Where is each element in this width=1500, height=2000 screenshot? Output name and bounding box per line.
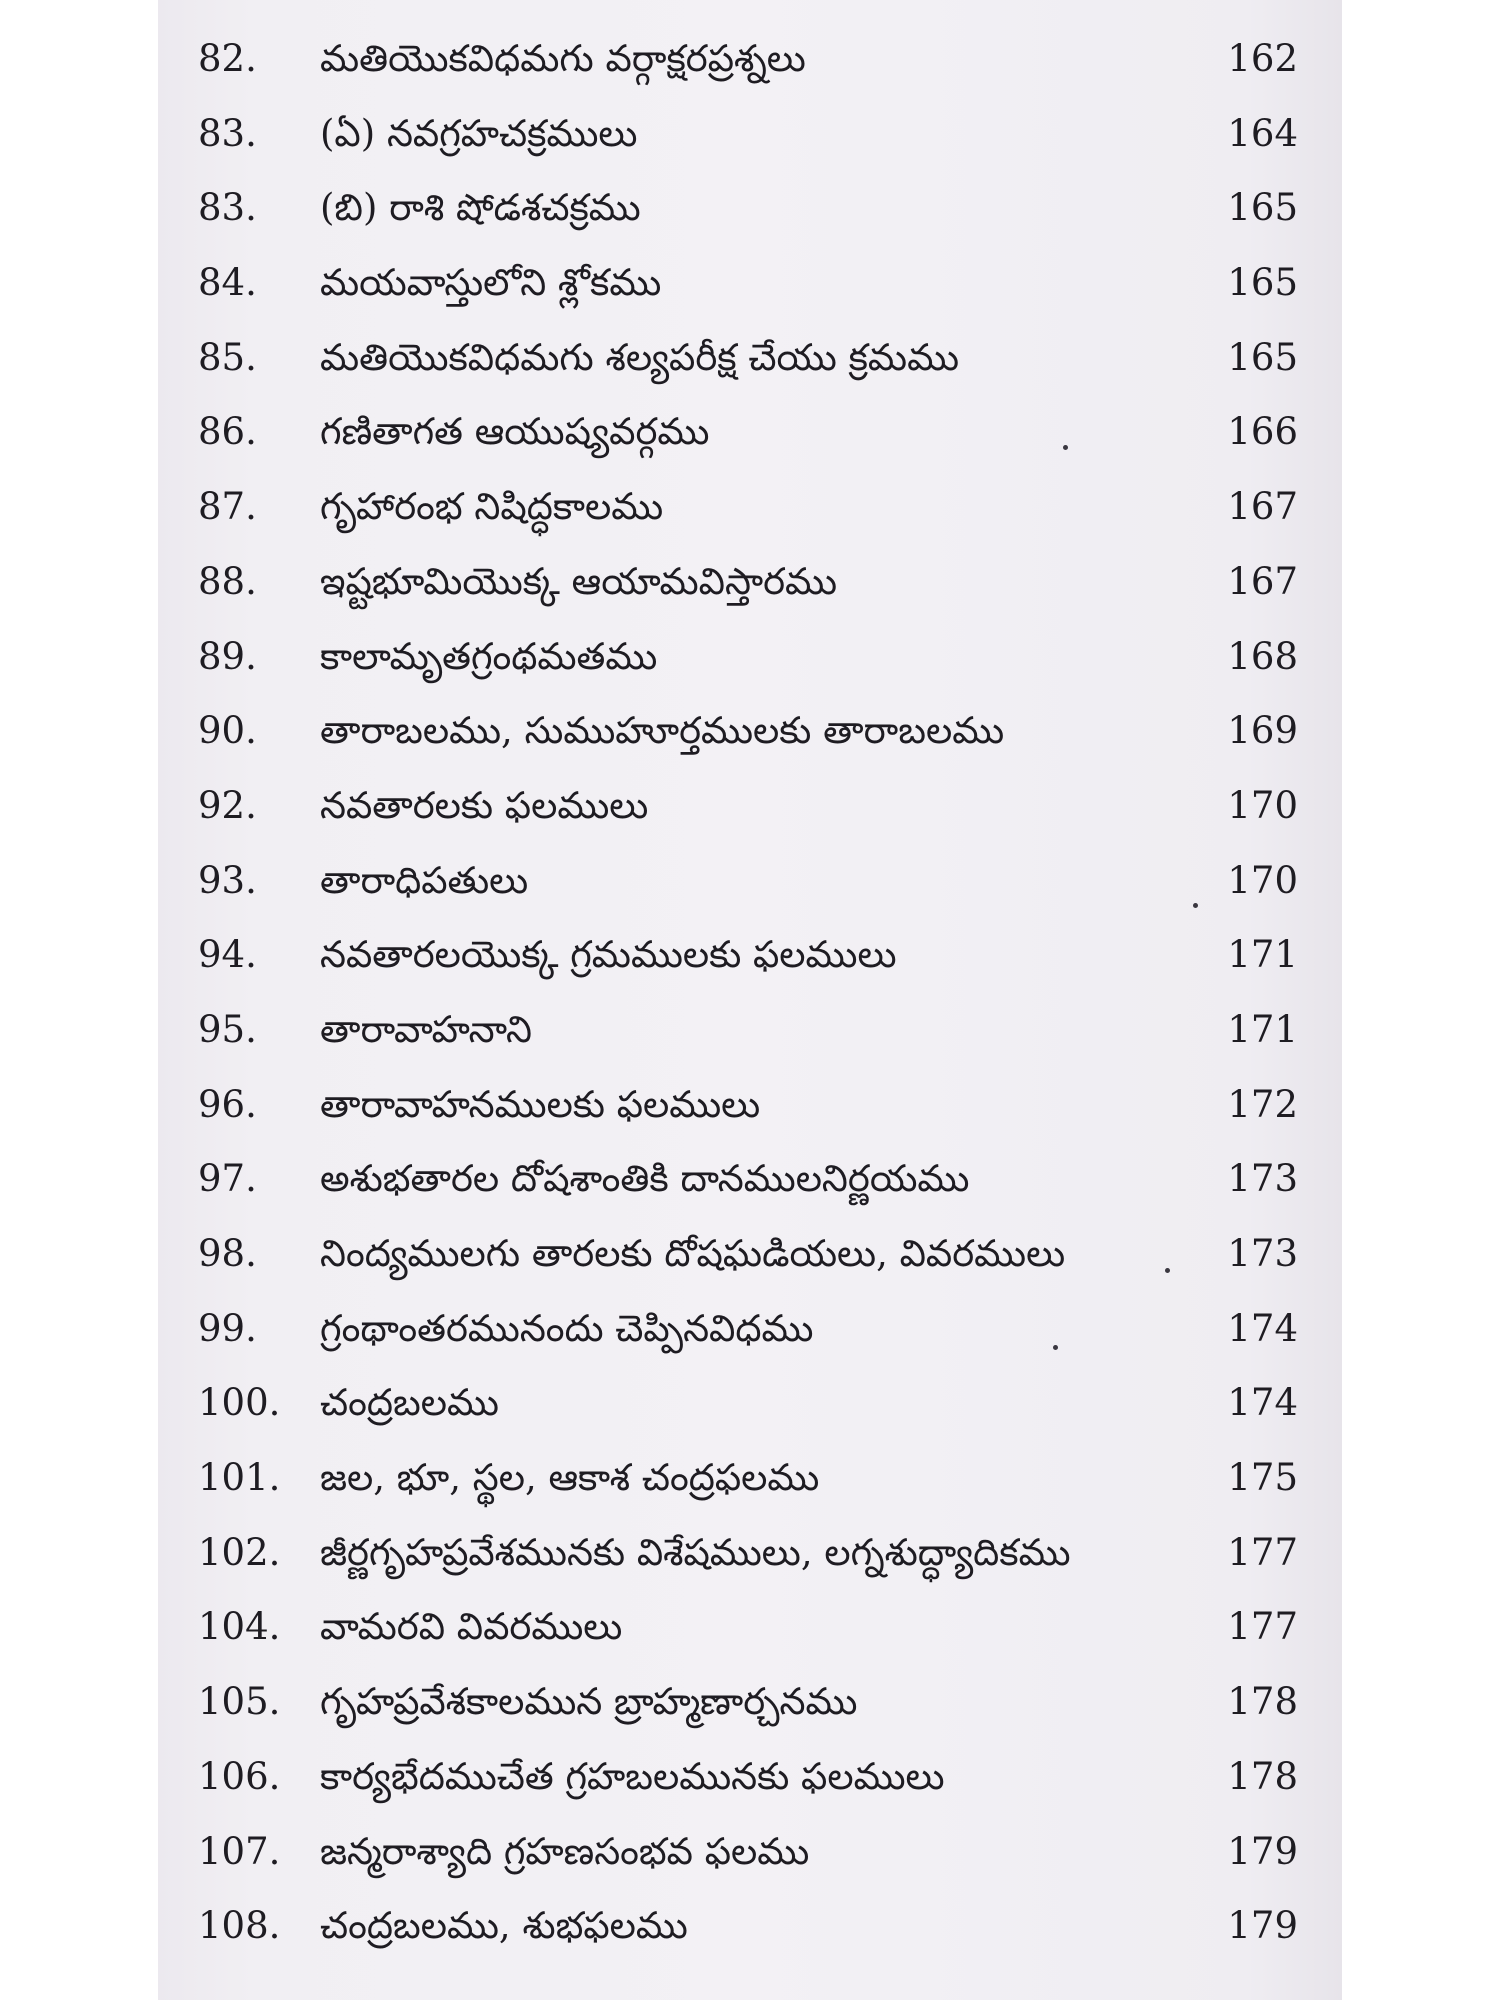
entry-number: 84. (198, 261, 257, 305)
entry-page: 179 (1227, 1829, 1298, 1873)
entry-number: 106. (198, 1754, 281, 1798)
entry-number: 83. (198, 111, 257, 155)
toc-entry (198, 1366, 1338, 1441)
toc-entry (198, 22, 1338, 97)
book-page (158, 0, 1342, 2000)
toc-entry (198, 844, 1338, 919)
entry-title: కాలామృతగ్రంథమతము (320, 634, 658, 678)
entry-title: జల, భూ, స్థల, ఆకాశ చంద్రఫలము (320, 1456, 820, 1500)
entry-number: 87. (198, 485, 257, 529)
entry-number: 85. (198, 335, 257, 379)
toc-entry (198, 1665, 1338, 1740)
toc-entry (198, 1590, 1338, 1665)
entry-number: 97. (198, 1157, 257, 1201)
entry-title: తారాధిపతులు (320, 858, 529, 902)
toc-entry (198, 1068, 1338, 1143)
entry-title: జన్మరాశ్యాది గ్రహణసంభవ ఫలము (320, 1829, 810, 1873)
entry-title: జీర్ణగృహప్రవేశమునకు విశేషములు, లగ్నశుద్ధ్యాదికము (320, 1530, 1071, 1574)
entry-page: 178 (1227, 1754, 1298, 1798)
toc-entry (198, 993, 1338, 1068)
entry-number: 99. (198, 1306, 257, 1350)
toc-entry (198, 620, 1338, 695)
entry-page: 174 (1227, 1306, 1298, 1350)
entry-title: చంద్రబలము, శుభఫలము (320, 1904, 688, 1948)
toc-entry (198, 694, 1338, 769)
toc-entry (198, 1142, 1338, 1217)
entry-page: 169 (1227, 709, 1298, 753)
entry-title: గ్రంథాంతరమునందు చెప్పినవిధము (320, 1306, 814, 1350)
entry-page: 172 (1227, 1082, 1298, 1126)
entry-page: 166 (1227, 410, 1298, 454)
entry-number: 82. (198, 37, 257, 80)
entry-title: నింద్యములగు తారలకు దోషఘడియలు, వివరములు (320, 1232, 1066, 1275)
toc-entry (198, 769, 1338, 844)
toc-entry (198, 470, 1338, 545)
entry-number: 95. (198, 1007, 257, 1051)
entry-number: 89. (198, 634, 257, 678)
entry-number: 102. (198, 1530, 281, 1574)
entry-page: 167 (1227, 485, 1298, 529)
entry-page: 164 (1227, 111, 1298, 155)
entry-number: 107. (198, 1829, 281, 1873)
entry-page: 178 (1227, 1680, 1298, 1724)
entry-number: 101. (198, 1456, 281, 1500)
toc-entry (198, 321, 1338, 396)
entry-title: గృహప్రవేశకాలమున బ్రాహ్మణార్చనము (320, 1680, 858, 1724)
entry-page: 165 (1227, 186, 1298, 230)
table-of-contents (198, 22, 1338, 1964)
toc-entry (198, 171, 1338, 246)
entry-title: నవతారలకు ఫలములు (320, 783, 649, 827)
entry-title: నవతారలయొక్క గ్రమములకు ఫలములు (320, 933, 897, 977)
entry-title: (ఏ) నవగ్రహచక్రములు (320, 111, 638, 155)
entry-title: తారావాహనాని (320, 1007, 532, 1051)
entry-number: 83. (198, 186, 257, 230)
entry-number: 86. (198, 410, 257, 454)
entry-number: 93. (198, 858, 257, 902)
entry-title: చంద్రబలము (320, 1381, 499, 1425)
entry-number: 98. (198, 1232, 257, 1275)
entry-number: 92. (198, 783, 257, 827)
entry-page: 177 (1227, 1605, 1298, 1649)
toc-entry (198, 246, 1338, 321)
toc-entry (198, 1441, 1338, 1516)
print-speck (1193, 903, 1198, 908)
print-speck (1063, 445, 1068, 450)
entry-number: 108. (198, 1904, 281, 1948)
entry-page: 175 (1227, 1456, 1298, 1500)
print-speck (1053, 1345, 1058, 1350)
entry-page: 171 (1227, 1007, 1298, 1051)
toc-entry (198, 1516, 1338, 1591)
toc-entry (198, 1740, 1338, 1815)
entry-page: 170 (1227, 858, 1298, 902)
entry-title: తారాబలము, సుముహూర్తములకు తారాబలము (320, 709, 1005, 753)
toc-entry (198, 918, 1338, 993)
entry-title: గృహారంభ నిషిద్ధకాలము (320, 485, 664, 529)
entry-number: 104. (198, 1605, 281, 1649)
toc-entry (198, 97, 1338, 172)
entry-page: 162 (1227, 37, 1298, 80)
entry-number: 105. (198, 1680, 281, 1724)
entry-page: 173 (1227, 1232, 1298, 1275)
entry-page: 171 (1227, 933, 1298, 977)
entry-page: 170 (1227, 783, 1298, 827)
entry-page: 174 (1227, 1381, 1298, 1425)
entry-title: గణితాగత ఆయుష్యవర్గము (320, 410, 710, 454)
print-speck (1165, 1268, 1170, 1273)
entry-page: 168 (1227, 634, 1298, 678)
entry-page: 179 (1227, 1904, 1298, 1948)
entry-title: మతియొకవిధమగు శల్యపరీక్ష చేయు క్రమము (320, 335, 960, 379)
toc-entry (198, 545, 1338, 620)
entry-title: మయవాస్తులోని శ్లోకము (320, 261, 662, 305)
entry-page: 173 (1227, 1157, 1298, 1201)
toc-entry (198, 1292, 1338, 1367)
entry-page: 177 (1227, 1530, 1298, 1574)
entry-number: 96. (198, 1082, 257, 1126)
toc-entry (198, 1217, 1338, 1292)
entry-title: (బి) రాశి షోడశచక్రము (320, 186, 641, 230)
entry-number: 100. (198, 1381, 281, 1425)
entry-title: మతియొకవిధమగు వర్గాక్షరప్రశ్నలు (320, 37, 806, 80)
entry-number: 88. (198, 559, 257, 603)
entry-title: అశుభతారల దోషశాంతికి దానములనిర్ణయము (320, 1157, 970, 1201)
toc-entry (198, 1815, 1338, 1890)
entry-number: 90. (198, 709, 257, 753)
entry-page: 165 (1227, 335, 1298, 379)
entry-number: 94. (198, 933, 257, 977)
entry-title: ఇష్టభూమియొక్క ఆయామవిస్తారము (320, 559, 837, 603)
entry-title: వామరవి వివరములు (320, 1605, 623, 1649)
entry-title: తారావాహనములకు ఫలములు (320, 1082, 761, 1126)
toc-entry (198, 395, 1338, 470)
entry-page: 165 (1227, 261, 1298, 305)
toc-entry (198, 1889, 1338, 1964)
entry-title: కార్యభేదముచేత గ్రహబలమునకు ఫలములు (320, 1754, 945, 1798)
entry-page: 167 (1227, 559, 1298, 603)
